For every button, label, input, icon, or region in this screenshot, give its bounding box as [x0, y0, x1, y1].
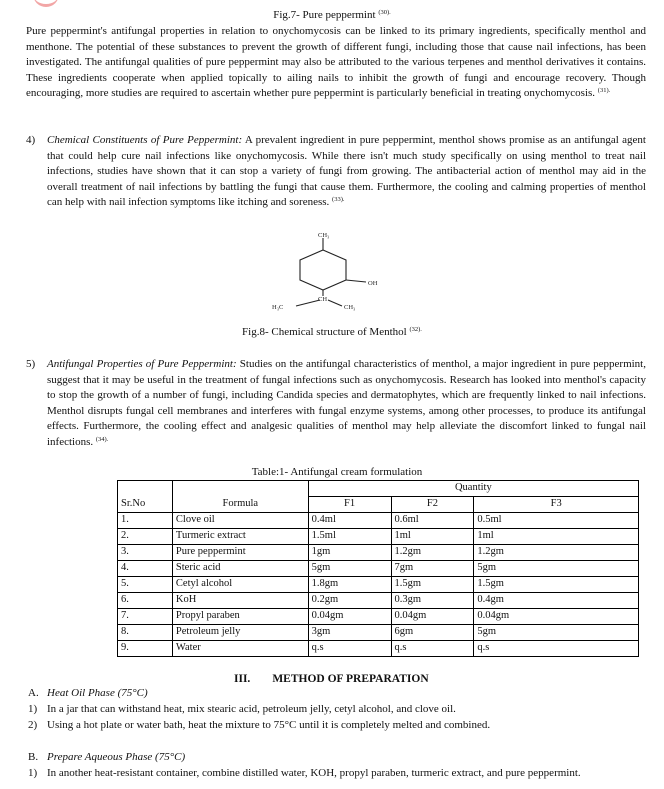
- cell-f1: q.s: [308, 641, 391, 657]
- cell-srno: 3.: [118, 545, 173, 561]
- cell-srno: 6.: [118, 593, 173, 609]
- item5-text: Studies on the antifungal characteristics of menthol, a major ingredient in pure peppermint, suggest that it may be useful in the treatment of fungal infections such as onychomycosis. Research has looked into menthol's capacity to stop the growth of a number of fungi, including Candida species and dermatophytes, which are frequently linked to nail infections. Menthol disrupts fungal cell membranes and interferes with fungal enzyme systems, among other processes, to produce its antifungal effects. Furthermore, the cooling effect and analgesic qualities of menthol may help alleviate the discomfort linked to fungal nail infections.: [47, 358, 646, 448]
- fig8-caption: [0, 325, 664, 341]
- cell-srno: 7.: [118, 609, 173, 625]
- step-a2-number: 2): [28, 719, 38, 731]
- table-row: [118, 577, 639, 593]
- table-row: [118, 625, 639, 641]
- ch3-top-label: CH₃: [318, 232, 330, 239]
- cell-f1: 3gm: [308, 625, 391, 641]
- cell-formula: Petroleum jelly: [172, 625, 308, 641]
- table-title: Table:1- Antifungal cream formulation: [251, 466, 423, 478]
- cell-formula: Propyl paraben: [172, 609, 308, 625]
- step-b1-text: In another heat-resistant container, combine distilled water, KOH, propyl paraben, turmeric extract, and pure peppermint.: [47, 767, 581, 779]
- cell-f2: 1ml: [391, 529, 474, 545]
- cell-f3: q.s: [474, 641, 639, 657]
- header-f2: F2: [391, 497, 474, 513]
- cell-f2: q.s: [391, 641, 474, 657]
- cell-f3: 5gm: [474, 561, 639, 577]
- fig7-caption: [0, 8, 664, 24]
- cell-f1: 0.2gm: [308, 593, 391, 609]
- journal-logo-fragment: [33, 0, 59, 7]
- cell-f3: 0.4gm: [474, 593, 639, 609]
- item5-ref: (34).: [95, 435, 109, 443]
- item5-number: 5): [26, 358, 36, 370]
- table-row: [118, 641, 639, 657]
- section-heading: [234, 672, 429, 688]
- cell-f3: 0.04gm: [474, 609, 639, 625]
- header-f1: F1: [308, 497, 391, 513]
- item4-heading: Chemical Constituents of Pure Peppermint:: [47, 134, 243, 146]
- cell-f1: 0.4ml: [308, 513, 391, 529]
- header-blank-formula: [172, 481, 308, 497]
- item4-text: A prevalent ingredient in pure peppermint, menthol shows promise as an antifungal agent that could help cure nail infections like onychomycosis. While there isn't much study specifically on using menthol to treat nail infections, studies have shown that it can stop a variety of fungi from growing. The antibacterial action of menthol may aid in the overall treatment of nail infections by battling the fungi that cause them. Furthermore, the cooling and calming properties of menthol can help with nail infection symptoms like itching and soreness.: [47, 134, 646, 209]
- section-title: METHOD OF PREPARATION: [272, 673, 429, 685]
- cell-f3: 1ml: [474, 529, 639, 545]
- fig8-caption-text: Fig.8- Chemical structure of Menthol: [242, 326, 407, 338]
- cell-formula: Turmeric extract: [172, 529, 308, 545]
- h3c-label: H₃C: [272, 304, 284, 311]
- table-header-row-top: [118, 481, 639, 497]
- subsection-a-title: [47, 686, 148, 702]
- cell-srno: 2.: [118, 529, 173, 545]
- item4-ref: (33).: [332, 196, 345, 204]
- cell-f2: 1.2gm: [391, 545, 474, 561]
- intro-text: Pure peppermint's antifungal properties in relation to onychomycosis can be linked to its primary ingredients, specifically menthol and menthone. The potential of these substances to prevent the growth of different fungi, including those that cause nail infections, has been investigated. The antifungal qualities of pure peppermint may also be attributed to the various terpenes and menthol derivatives it contains. These ingredients cooperate when applied topically to ailing nails to inhibit the growth of fungi and encourage recovery. Though encouraging, more studies are required to ascertain whether pure peppermint is particularly beneficial in treating onychomycosis.: [26, 25, 646, 100]
- table-row: [118, 545, 639, 561]
- cell-srno: 4.: [118, 561, 173, 577]
- cell-formula: Clove oil: [172, 513, 308, 529]
- cell-f2: 1.5gm: [391, 577, 474, 593]
- formulation-table: [117, 480, 639, 657]
- subsection-a-letter: A.: [28, 687, 39, 699]
- item4-number: 4): [26, 134, 36, 146]
- cell-formula: KoH: [172, 593, 308, 609]
- cell-f1: 5gm: [308, 561, 391, 577]
- subsection-b-letter: B.: [28, 751, 39, 763]
- table-row: [118, 593, 639, 609]
- table-row: [118, 561, 639, 577]
- cell-f1: 1gm: [308, 545, 391, 561]
- step-a2-text: Using a hot plate or water bath, heat the mixture to 75°C until it is completely melted and combined.: [47, 719, 491, 731]
- cell-srno: 1.: [118, 513, 173, 529]
- quantity-header: Quantity: [308, 481, 638, 497]
- cell-formula: Cetyl alcohol: [172, 577, 308, 593]
- table-row: [118, 529, 639, 545]
- step-b1-number: 1): [28, 767, 38, 779]
- table-row: [118, 513, 639, 529]
- cell-srno: 9.: [118, 641, 173, 657]
- cell-formula: Water: [172, 641, 308, 657]
- menthol-structure-diagram: [268, 228, 398, 312]
- cell-f3: 0.5ml: [474, 513, 639, 529]
- header-blank-sr: [118, 481, 173, 497]
- subsection-b-title: [47, 750, 185, 766]
- ch3-right-label: CH₃: [344, 304, 356, 311]
- subsection-b-title-text: Prepare Aqueous Phase (75°C): [47, 751, 186, 763]
- cell-f3: 5gm: [474, 625, 639, 641]
- step-a1-text: In a jar that can withstand heat, mix stearic acid, petroleum jelly, cetyl alcohol, and clove oil.: [47, 703, 456, 715]
- header-srno: Sr.No: [118, 497, 173, 513]
- header-formula: Formula: [172, 497, 308, 513]
- cell-f2: 7gm: [391, 561, 474, 577]
- cell-formula: Pure peppermint: [172, 545, 308, 561]
- intro-paragraph: [26, 24, 646, 102]
- cell-f3: 1.2gm: [474, 545, 639, 561]
- cell-srno: 5.: [118, 577, 173, 593]
- cell-srno: 8.: [118, 625, 173, 641]
- item5-paragraph: [47, 357, 646, 451]
- cell-f2: 6gm: [391, 625, 474, 641]
- cell-f2: 0.04gm: [391, 609, 474, 625]
- item5-heading: Antifungal Properties of Pure Peppermint:: [47, 358, 237, 370]
- intro-ref: (31).: [597, 87, 611, 95]
- fig7-caption-ref: (30).: [378, 9, 391, 16]
- cell-f1: 1.5ml: [308, 529, 391, 545]
- oh-label: OH: [368, 280, 378, 287]
- item4-paragraph: [47, 133, 646, 211]
- cell-f1: 0.04gm: [308, 609, 391, 625]
- cell-f2: 0.3gm: [391, 593, 474, 609]
- cell-formula: Steric acid: [172, 561, 308, 577]
- subsection-a-title-text: Heat Oil Phase (75°C): [47, 687, 148, 699]
- ch-label: CH: [318, 296, 328, 303]
- step-a1-number: 1): [28, 703, 38, 715]
- cell-f2: 0.6ml: [391, 513, 474, 529]
- cell-f3: 1.5gm: [474, 577, 639, 593]
- table-row: [118, 609, 639, 625]
- fig8-caption-ref: (32).: [409, 326, 422, 333]
- table-header-row: [118, 497, 639, 513]
- cell-f1: 1.8gm: [308, 577, 391, 593]
- fig7-caption-text: Fig.7- Pure peppermint: [273, 9, 376, 21]
- header-f3: F3: [474, 497, 639, 513]
- section-number: III.: [234, 673, 251, 685]
